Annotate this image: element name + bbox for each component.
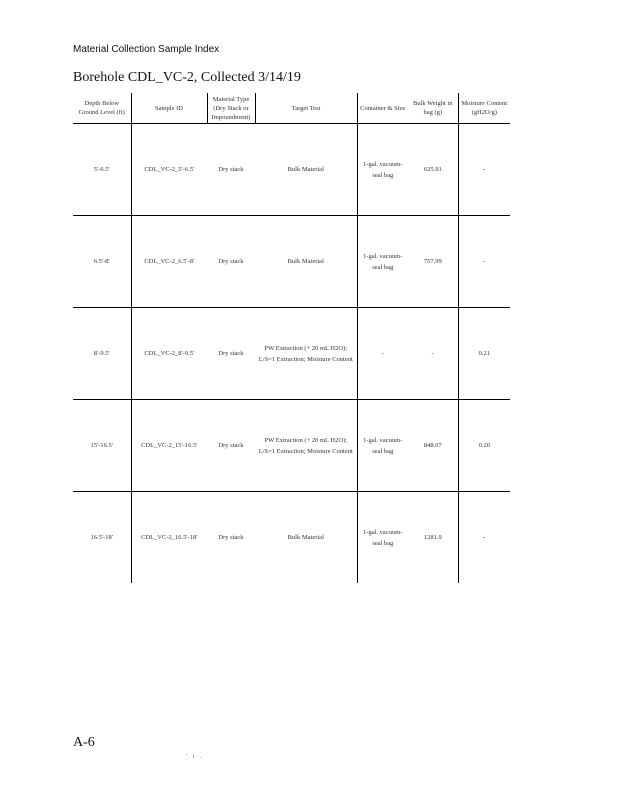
cell-material: Dry stack: [218, 534, 244, 541]
section-title: Borehole CDL_VC-2, Collected 3/14/19: [73, 70, 301, 85]
page-number: A-6: [73, 735, 95, 750]
cell-container: 1-gal. vacuum-seal bag: [357, 124, 408, 216]
cell-sample-id: CDL_VC-2_16.5'-18': [131, 492, 207, 584]
cell-material: Dry stack: [207, 124, 255, 216]
table-row: [73, 400, 510, 492]
cell-container: 1-gal. vacuum-seal bag: [357, 492, 408, 584]
cell-target-test: Bulk Material: [255, 124, 357, 216]
cell-depth: 16.5'-18': [90, 534, 113, 541]
column-header-material-type: Material Type (Dry Stack or Impoundment): [207, 93, 255, 124]
sample-index-table: [73, 93, 510, 583]
column-header-sample-id: Sample ID: [131, 93, 207, 124]
table-row: [73, 216, 510, 308]
cell-moisture: -: [458, 216, 510, 308]
cell-sample-id: CDL_VC-2_6.5'-8': [131, 216, 207, 308]
column-header-target-test: Target Test: [255, 93, 357, 124]
cell-sample-id: CDL_VC-2_8'-9.5': [131, 308, 207, 400]
cell-bulk-weight: 625.91: [408, 124, 458, 216]
cell-container: 1-gal. vacuum-seal bag: [357, 400, 408, 492]
cell-bulk-weight: 757.99: [408, 216, 458, 308]
footer-marks: ' i .: [186, 754, 204, 760]
cell-bulk-weight: 848.07: [408, 400, 458, 492]
cell-bulk-weight: 1281.9: [423, 534, 442, 541]
cell-container: -: [357, 308, 408, 400]
cell-target-test: Bulk Material: [255, 216, 357, 308]
table-row: [73, 492, 510, 584]
cell-moisture: 0.21: [458, 308, 510, 400]
document-header: Material Collection Sample Index: [73, 44, 220, 55]
cell-target-test: PW Extraction (+ 20 mL H2O); L/S=1 Extraction; Moisture Content: [255, 400, 357, 492]
cell-target-test: PW Extraction (+ 20 mL H2O); L/S=1 Extraction; Moisture Content: [255, 308, 357, 400]
cell-moisture: -: [458, 124, 510, 216]
table-row: [73, 124, 510, 216]
cell-depth: 15'-16.5': [73, 400, 131, 492]
column-header-container: Container & Size: [357, 93, 408, 124]
cell-moisture: -: [458, 492, 510, 584]
cell-depth: 5'-6.5': [73, 124, 131, 216]
cell-target-test: Bulk Material: [287, 534, 324, 541]
cell-depth: 8'-9.5': [73, 308, 131, 400]
cell-bulk-weight: -: [408, 308, 458, 400]
cell-material: Dry stack: [207, 216, 255, 308]
column-header-moisture: Moisture Content (gH2O/g): [458, 93, 510, 124]
cell-material: Dry stack: [207, 308, 255, 400]
cell-depth: 6.5'-8': [73, 216, 131, 308]
cell-material: Dry stack: [207, 400, 255, 492]
cell-sample-id: CDL_VC-2_15'-16.5': [131, 400, 207, 492]
cell-sample-id: CDL_VC-2_5'-6.5': [131, 124, 207, 216]
table-row: [73, 308, 510, 400]
table-header-row: [73, 93, 510, 124]
column-header-depth: Depth Below Ground Level (ft): [73, 93, 131, 124]
column-header-bulk-weight: Bulk Weight in bag (g): [408, 93, 458, 124]
cell-container: 1-gal. vacuum-seal bag: [357, 216, 408, 308]
cell-moisture: 0.20: [458, 400, 510, 492]
